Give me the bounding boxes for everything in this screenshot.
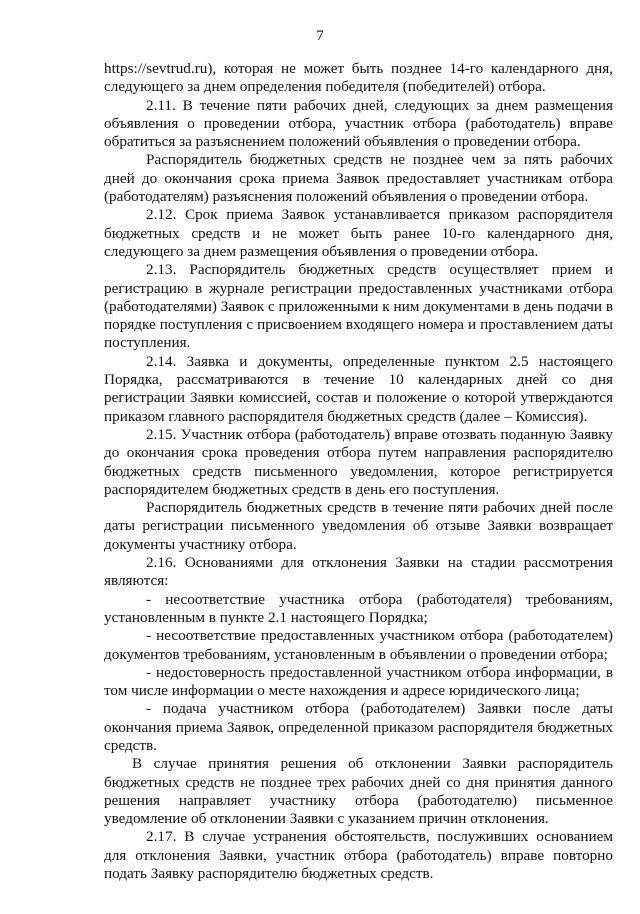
paragraph-continuation: https://sevtrud.ru), которая не может быть позднее 14-го календарного дня, следующего за днем определения победителя (победителей) отбора. — [104, 60, 613, 96]
paragraph-2-14: 2.14. Заявка и документы, определенные пунктом 2.5 настоящего Порядка, рассматриваются в течение 10 календарных дней со дня регистрации Заявки комиссией, состав и положение о которой утверждаются приказом главного распорядителя бюджетных средств (далее – Комиссия). — [104, 352, 613, 425]
paragraph-2-12: 2.12. Срок приема Заявок устанавливается приказом распорядителя бюджетных средств и не может быть ранее 10-го календарного дня, следующего за днем размещения объявления о проведении отбора. — [104, 206, 613, 260]
paragraph-2-11: 2.11. В течение пяти рабочих дней, следующих за днем размещения объявления о проведении отбора, участник отбора (работодатель) вправе обратиться за разъяснением положений объявления о проведении отбора. — [104, 96, 613, 151]
paragraph-2-11-clarification: Распорядитель бюджетных средств не позднее чем за пять рабочих дней до окончания срока приема Заявок предоставляет участникам отбора (работодателям) разъяснения положений объявления о проведении отбора. — [104, 151, 613, 206]
paragraph-2-15: 2.15. Участник отбора (работодатель) вправе отозвать поданную Заявку до окончания срока проведения отбора путем направления распорядителю бюджетных средств письменного уведомления, которое регистрируется распорядителем бюджетных средств в день его поступления. — [104, 425, 613, 498]
paragraph-2-17: 2.17. В случае устранения обстоятельств, послуживших основанием для отклонения Заявки, участник отбора (работодатель) вправе повторно подать Заявку распорядителю бюджетных средств. — [104, 828, 613, 883]
paragraph-2-15-return: Распорядитель бюджетных средств в течение пяти рабочих дней после даты регистрации письменного уведомления об отзыве Заявки возвращает документы участнику отбора. — [104, 499, 613, 553]
page-number: 7 — [316, 28, 324, 44]
list-item-rejection-reason: - несоответствие участника отбора (работодателя) требованиям, установленным в пункте 2.1 настоящего Порядка; — [104, 590, 613, 626]
document-body — [104, 60, 613, 883]
paragraph-rejection-notice: В случае принятия решения об отклонении Заявки распорядитель бюджетных средств не позднее трех рабочих дней со дня принятия данного решения направляет участнику отбора (работодателю) письменное уведомление об отклонении Заявки с указанием причин отклонения. — [104, 755, 613, 828]
paragraph-2-16: 2.16. Основаниями для отклонения Заявки на стадии рассмотрения являются: — [104, 554, 613, 590]
list-item-rejection-reason: - несоответствие предоставленных участником отбора (работодателем) документов требованиям, установленным в объявлении о проведении отбора; — [104, 627, 613, 663]
paragraph-2-13: 2.13. Распорядитель бюджетных средств осуществляет прием и регистрацию в журнале регистрации предоставленных участниками отбора (работодателями) Заявок с приложенными к ним документами в день подачи в порядке поступления с присвоением входящего номера и проставлением даты поступления. — [104, 261, 613, 352]
list-item-rejection-reason: - подача участником отбора (работодателем) Заявки после даты окончания приема Заявок, определенной приказом распорядителя бюджетных средств. — [104, 700, 613, 754]
list-item-rejection-reason: - недостоверность предоставленной участником отбора информации, в том числе информации о месте нахождения и адресе юридического лица; — [104, 663, 613, 700]
